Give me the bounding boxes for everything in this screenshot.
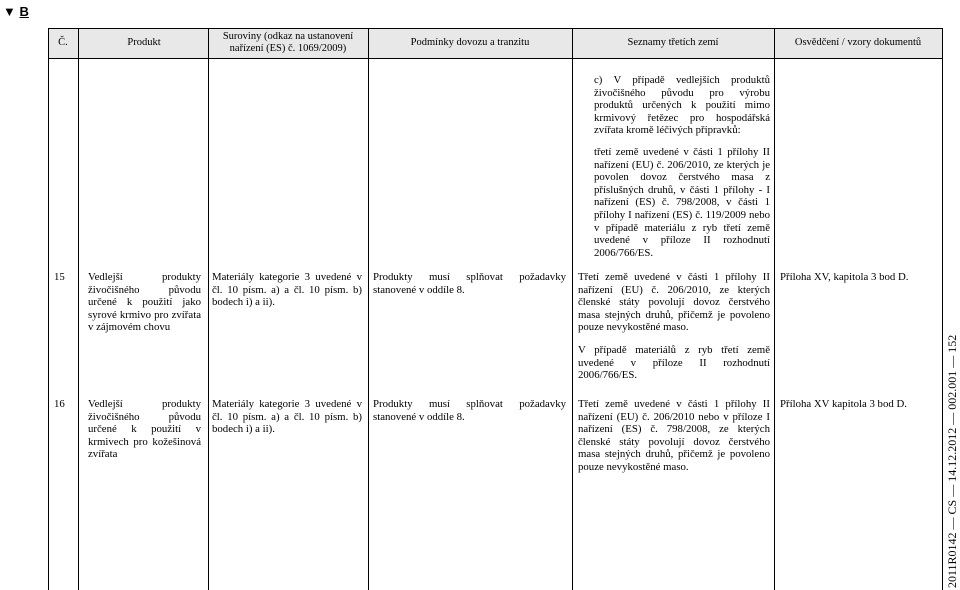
row-countries-paragraph: Třetí země uvedené v části 1 přílohy II nařízení (EU) č. 206/2010, ze kterých členské státy povolují dovoz čerstvého masa stejných druhů, přičemž je povoleno pouze nevykostěné maso. [578,271,770,334]
document-reference: 2011R0142 — CS — 14.12.2012 — 002.001 — 152 [945,334,959,588]
header-raw-materials-line1: Suroviny (odkaz na ustanovení [222,31,354,42]
row-countries-paragraph: Třetí země uvedené v části 1 přílohy II nařízení (EU) č. 206/2010 nebo v příloze I nařízení (ES) č. 798/2008, ze kterých členské státy povolují dovoz čerstvého masa stejných druhů, přičemž je povoleno pouze nevykostěné maso. [578,398,770,473]
header-raw-materials [208,28,368,58]
column-divider [78,28,79,590]
row-countries [578,271,770,382]
header-certificates: Osvědčení / vzory dokumentů [794,37,922,48]
row-certificate: Příloha XV kapitola 3 bod D. [780,398,907,410]
header-conditions: Podmínky dovozu a tranzitu [410,37,530,48]
row-number: 15 [54,271,65,283]
column-divider [572,28,573,590]
amendment-marker [3,4,29,19]
row-certificate: Příloha XV, kapitola 3 bod D. [780,271,909,283]
header-product: Produkt [127,37,161,48]
row-raw-materials: Materiály kategorie 3 uvedené v čl. 10 písm. a) a čl. 10 písm. b) bodech i) a ii). [212,398,362,436]
row-conditions: Produkty musí splňovat požadavky stanovené v oddíle 8. [373,271,566,296]
header-divider [48,58,942,59]
row-product: Vedlejší produkty živočišného původu určené k použití jako syrové krmivo pro zvířata v zájmovém chovu [88,271,201,334]
amendment-letter: B [19,4,29,19]
table-border-left [48,28,49,590]
row-product: Vedlejší produkty živočišného původu určené k použití v krmivech pro kožešinová zvířata [88,398,201,461]
triangle-down-icon: ▼ [3,4,16,19]
item-c-text: c) V případě vedlejších produktů živočišného původu pro výrobu produktů určených k použití mimo krmivový řetězec pro hospodářská zvířata kromě léčivých přípravků: [594,74,770,137]
row-number: 16 [54,398,65,410]
column-divider [368,28,369,590]
header-number: Č. [58,37,68,48]
countries-continuation: třetí země uvedené v části 1 přílohy II nařízení (EU) č. 206/2010, ze kterých je povolen dovoz čerstvého masa z příslušných druhů, v části 1 přílohy - I nařízení (ES) č. 798/2008, v části 1 přílohy I nařízení (ES) č. 119/2009 nebo v případě materiálu z ryb třetí země uvedené v příloze II rozhodnutí 2006/766/ES. [594,146,770,259]
row-raw-materials: Materiály kategorie 3 uvedené v čl. 10 písm. a) a čl. 10 písm. b) bodech i) a ii). [212,271,362,309]
header-raw-materials-line2: nařízení (ES) č. 1069/2009) [229,43,347,54]
row-conditions: Produkty musí splňovat požadavky stanovené v oddíle 8. [373,398,566,423]
row-countries [578,398,770,474]
table-border-right [942,28,943,590]
table-border-top [48,28,942,29]
column-divider [208,28,209,590]
header-countries: Seznamy třetích zemí [627,37,719,48]
row-countries-paragraph: V případě materiálů z ryb třetí země uvedené v příloze II rozhodnutí 2006/766/ES. [578,343,770,382]
column-divider [774,28,775,590]
